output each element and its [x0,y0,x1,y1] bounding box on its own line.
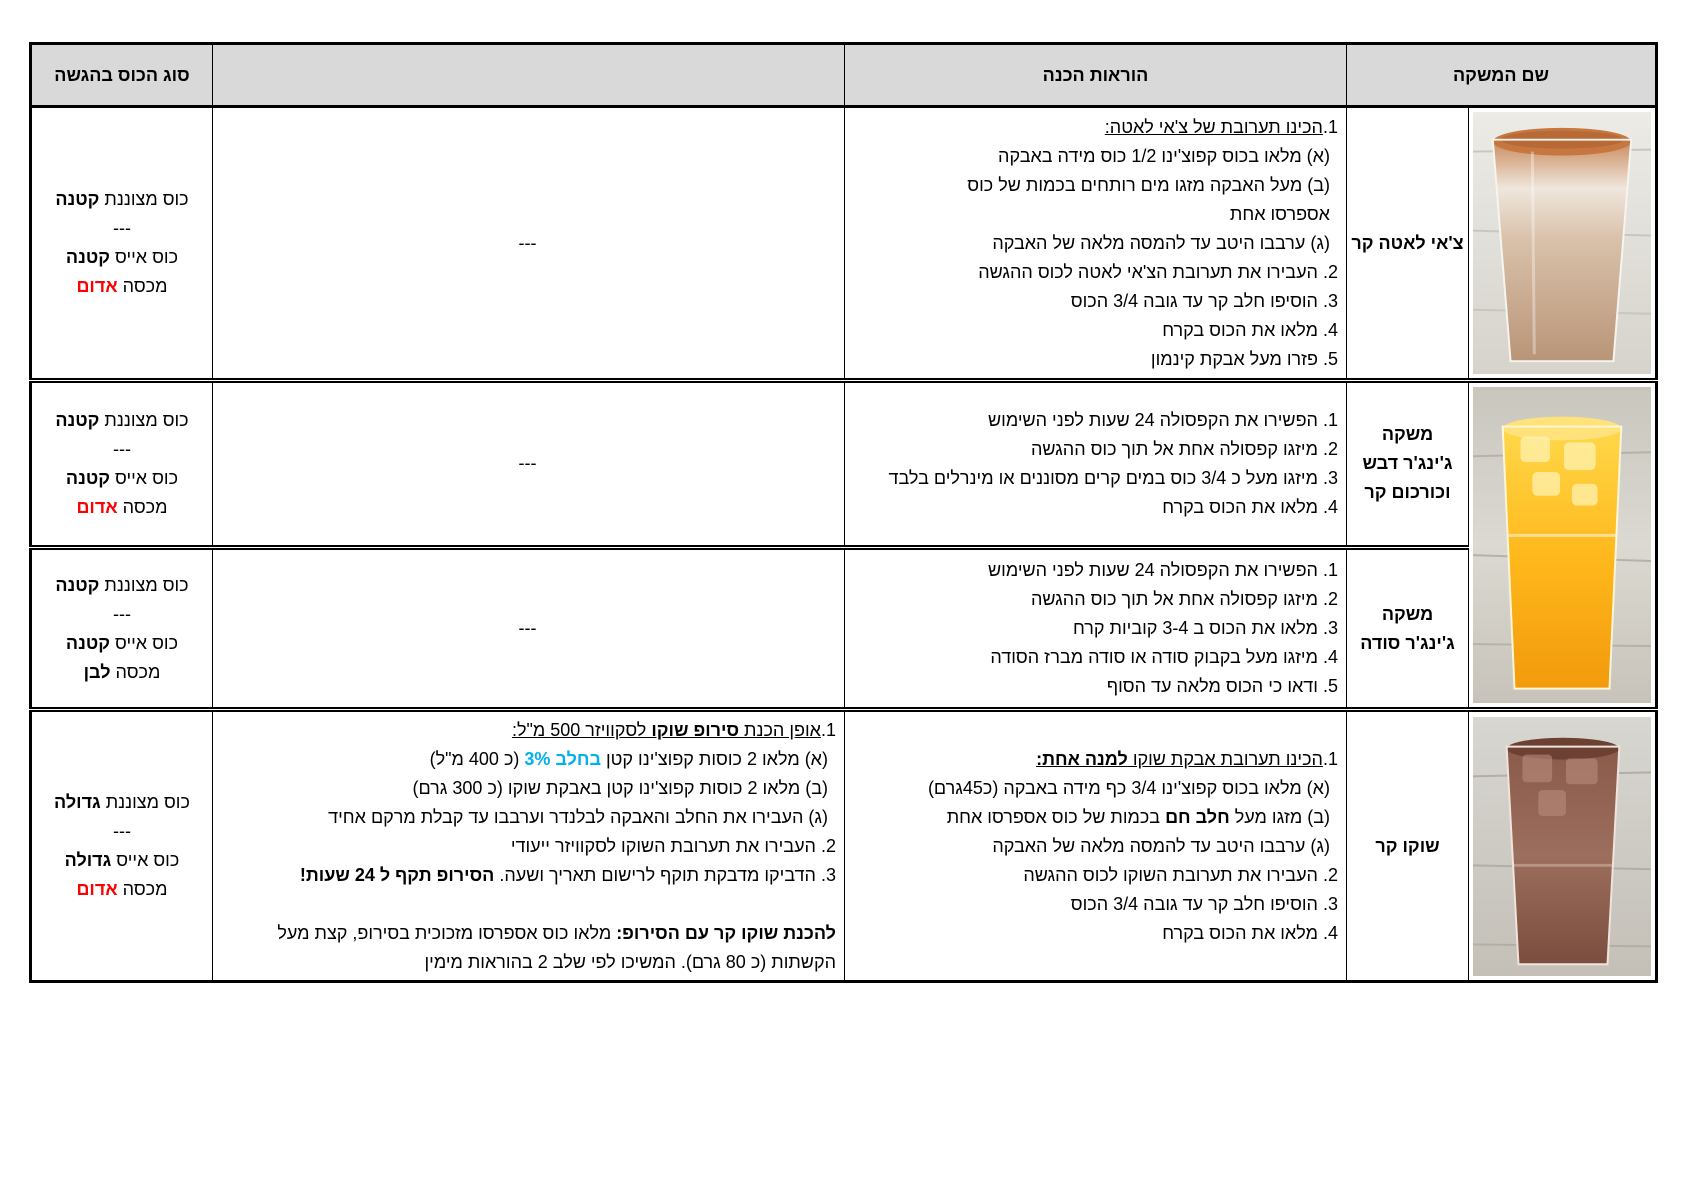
iced-orange-drink-photo [1473,387,1651,703]
instruction-step: 3. הוסיפו חלב קר עד גובה 3/4 הכוס [1070,893,1338,914]
cup-type [30,710,212,982]
instruction-step: 1.הכינו תערובת אבקת שוקו למנה אחת: [1036,748,1338,769]
cup-line: כוס אייס גדולה [64,850,180,871]
table-header-row [30,44,1656,107]
syrup-step: 1.אופן הכנת סירופ שוקו לסקוויזר 500 מ"ל: [511,719,836,740]
table-row [30,107,1656,381]
drink-notes: --- [212,547,844,710]
instruction-step: 2. מיזגו קפסולה אחת אל תוך כוס ההגשה [1030,438,1338,459]
cup-type [30,381,212,548]
instruction-step: 2. העבירו את תערובת הצ'אי לאטה לכוס ההגשה [978,261,1338,282]
syrup-substep: (ב) מלאו 2 כוסות קפוצ'ינו קטן באבקת שוקו (כ 300 גרם) [412,777,828,798]
instruction-step: 4. מלאו את הכוס בקרח [1162,922,1338,943]
syrup-substep: (א) מלאו 2 כוסות קפוצ'ינו קטן בחלב 3% (כ 400 מ"ל) [429,748,828,769]
cup-line: כוס אייס קטנה [65,467,179,488]
drink-instructions [844,710,1346,982]
instruction-step: 1.הכינו תערובת של צ'אי לאטה: [1104,116,1338,137]
drink-instructions [844,547,1346,710]
syrup-substep: (ג) העבירו את החלב והאבקה לבלנדר וערבבו עד קבלת מרקם אחיד [328,806,828,827]
cup-line: כוס מצוננת קטנה [55,409,189,430]
instruction-step: 4. מלאו את הכוס בקרח [1162,496,1338,517]
drink-image-cell [1469,107,1657,381]
drink-name [1346,381,1468,548]
cup-type [30,547,212,710]
drink-name: שוקו קר [1346,710,1468,982]
cup-type [30,107,212,381]
header-notes [212,44,844,107]
drink-name-line: וכורכום קר [1364,482,1451,503]
drink-name-line: ג'ינג'ר סודה [1360,632,1455,653]
instruction-step: 2. העבירו את תערובת השוקו לכוס ההגשה [1023,864,1338,885]
cup-separator: --- [112,438,131,459]
cup-separator: --- [112,218,131,239]
cup-line: כוס מצוננת קטנה [55,189,189,210]
drink-instructions [844,107,1346,381]
recipe-sheet [32,42,1658,983]
instruction-substep: (ג) ערבבו היטב עד להמסה מלאה של האבקה [992,232,1330,253]
syrup-step: 2. העבירו את תערובת השוקו לסקוויזר ייעודי [510,835,836,856]
cup-line: כוס מצוננת גדולה [54,792,190,813]
instruction-substep: (ג) ערבבו היטב עד להמסה מלאה של האבקה [992,835,1330,856]
table-row [30,710,1656,982]
header-instructions: הוראות הכנה [844,44,1346,107]
drink-instructions [844,381,1346,548]
instruction-step: 3. הוסיפו חלב קר עד גובה 3/4 הכוס [1070,290,1338,311]
instruction-substep: (ב) מזגו מעל חלב חם בכמות של כוס אספרסו אחת [946,806,1330,827]
lid-line: מכסה אדום [76,496,168,517]
instruction-step: 1. הפשירו את הקפסולה 24 שעות לפני השימוש [988,560,1338,581]
drink-image-cell [1469,710,1657,982]
header-cup-type: סוג הכוס בהגשה [30,44,212,107]
instruction-substep: אספרסו אחת [1229,203,1330,224]
drink-name: צ'אי לאטה קר [1346,107,1468,381]
cup-separator: --- [112,821,131,842]
cup-separator: --- [112,603,131,624]
instruction-step: 1. הפשירו את הקפסולה 24 שעות לפני השימוש [988,409,1338,430]
lid-line: מכסה אדום [76,276,168,297]
instruction-step: 3. מלאו את הכוס ב 3-4 קוביות קרח [1072,618,1338,639]
iced-chocolate-photo [1473,717,1651,976]
drink-name-line: ג'ינג'ר דבש [1362,453,1453,474]
serving-paragraph: להכנת שוקו קר עם הסירופ: מלאו כוס אספרסו מזכוכית בסירופ, קצת מעל הקשתות (כ 80 גרם). המשיכו לפי שלב 2 בהוראות מימין [277,922,836,972]
drink-notes: --- [212,107,844,381]
instruction-step: 4. מיזגו מעל בקבוק סודה או סודה מברז הסודה [990,647,1338,668]
drink-notes [212,710,844,982]
cup-line: כוס אייס קטנה [65,632,179,653]
drink-notes: --- [212,381,844,548]
drink-name [1346,547,1468,710]
cup-line: כוס אייס קטנה [65,247,179,268]
instruction-step: 5. פזרו מעל אבקת קינמון [1150,348,1338,369]
table-row [30,381,1656,548]
drink-name-line: משקה [1381,603,1434,624]
drink-name-line: משקה [1381,424,1434,445]
iced-chai-latte-photo [1473,112,1651,374]
instruction-step: 4. מלאו את הכוס בקרח [1162,319,1338,340]
syrup-step: 3. הדביקו מדבקת תוקף לרישום תאריך ושעה. הסירופ תקף ל 24 שעות! [299,864,836,885]
instruction-substep: (ב) מעל האבקה מזגו מים רותחים בכמות של כוס [967,174,1330,195]
header-drink-name: שם המשקה [1346,44,1656,107]
instruction-substep: (א) מלאו בכוס קפוצ'ינו 3/4 כף מידה באבקה (כ45גרם) [927,777,1330,798]
drinks-recipe-table [29,42,1658,983]
table-row [30,547,1656,710]
instruction-step: 5. ודאו כי הכוס מלאה עד הסוף [1106,676,1338,697]
instruction-substep: (א) מלאו בכוס קפוצ'ינו 1/2 כוס מידה באבקה [998,145,1330,166]
spacer [219,890,836,919]
lid-line: מכסה אדום [76,879,168,900]
drink-image-cell [1469,381,1657,710]
cup-line: כוס מצוננת קטנה [55,574,189,595]
lid-line: מכסה לבן [83,661,161,682]
instruction-step: 2. מיזגו קפסולה אחת אל תוך כוס ההגשה [1030,589,1338,610]
instruction-step: 3. מיזגו מעל כ 3/4 כוס במים קרים מסוננים או מינרלים בלבד [888,467,1338,488]
